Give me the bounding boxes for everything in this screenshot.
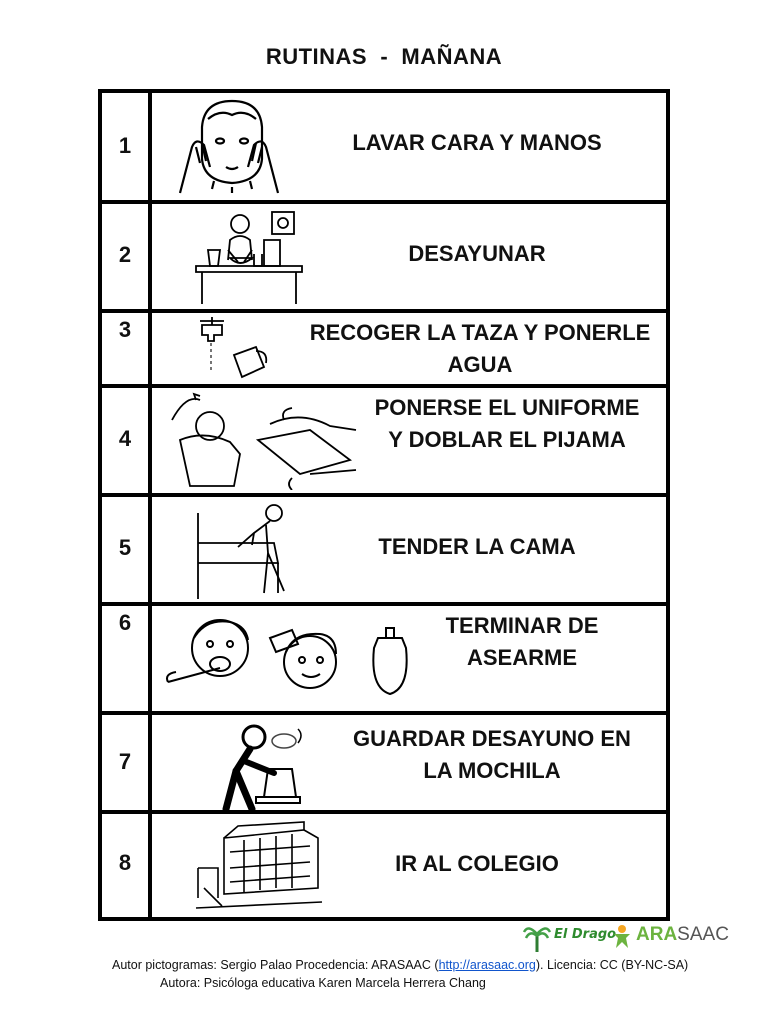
drago-logo-text: El Drago [554,927,617,942]
step-label: TERMINAR DE ASEARME [445,613,599,670]
school-building-icon [194,814,324,917]
step-number: 3 [118,317,132,342]
step-number: 4 [118,426,132,451]
step-number-cell [102,497,152,602]
page-title: RUTINAS - MAÑANA [265,44,503,69]
table-row [102,388,666,497]
making-bed-icon [194,497,324,602]
grooming-icon [160,606,410,711]
footer-author: Autora: Psicóloga educativa Karen Marcela Herrera Chang [160,976,486,990]
step-number-cell [102,814,152,917]
step-number: 1 [118,133,132,158]
table-row [102,204,666,313]
routine-table [98,89,670,921]
drago-tree-icon [522,922,552,952]
step-number: 2 [118,242,132,267]
step-label: IR AL COLEGIO [395,851,559,876]
step-number-cell [102,313,152,384]
arasaac-link[interactable]: http://arasaac.org [438,958,536,972]
faucet-cup-icon [194,313,274,384]
packing-lunch-icon [160,715,320,810]
step-number: 6 [118,610,132,635]
footer-credits: Autor pictogramas: Sergio Palao Procedencia: ARASAAC (http://arasaac.org). Licencia: CC (BY-NC-SA) [112,958,689,972]
step-number: 8 [118,850,132,875]
step-label: GUARDAR DESAYUNO EN LA MOCHILA [353,726,631,783]
step-number: 7 [118,749,132,774]
table-row [102,606,666,715]
table-row [102,814,666,917]
table-row [102,715,666,814]
step-number-cell [102,388,152,493]
washing-face-icon [174,93,294,200]
step-number-cell [102,715,152,810]
step-number-cell [102,93,152,200]
step-label: PONERSE EL UNIFORME Y DOBLAR EL PIJAMA [374,395,640,452]
table-row [102,313,666,388]
breakfast-icon [194,204,304,309]
step-number: 5 [118,535,132,560]
table-row [102,497,666,606]
step-label: LAVAR CARA Y MANOS [352,130,602,155]
step-label: RECOGER LA TAZA Y PONERLE AGUA [309,320,651,377]
logo-area [518,920,728,952]
arasaac-logo-text: ARASAAC [636,924,729,945]
step-label: TENDER LA CAMA [378,534,576,559]
step-label: DESAYUNAR [408,241,546,266]
arasaac-figure-icon [612,924,632,948]
step-number-cell [102,204,152,309]
dressing-folding-icon [160,388,360,493]
step-number-cell [102,606,152,711]
table-row [102,93,666,204]
